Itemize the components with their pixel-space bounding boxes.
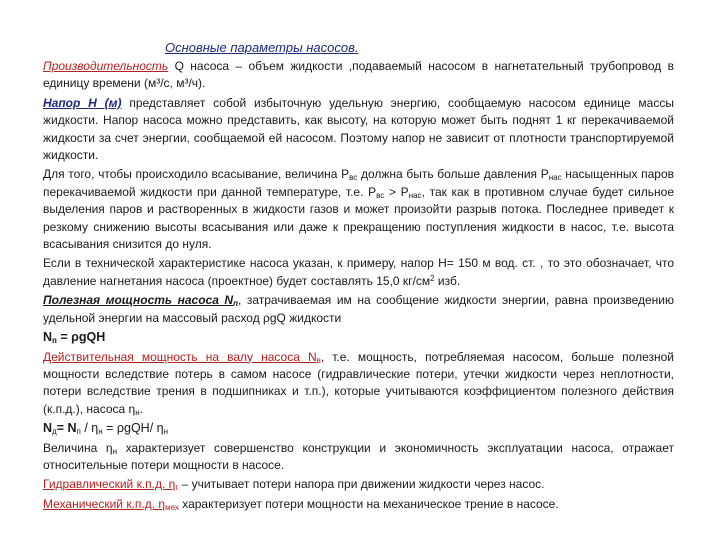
shaft-power-text: , т.е. мощность, потребляемая насосом, больше полезной мощности вследствие потерь в самом насосе (гидравлические потери, утечки жидкости через неплотности, потери вследствие трения в подшипниках и т.п.), которые учитываются коэффициентом полезного действия (к.п.д.), насоса η [43,349,674,416]
slide-title: Основные параметры насосов. [165,40,359,55]
term-head: Напор Н (м) [43,95,122,110]
slide-body [43,58,674,515]
term-mechanical-eff-sub: мех [165,502,179,512]
formula1-sub: п [52,336,57,346]
term-hydraulic-eff-sub: г [175,483,179,493]
suction-sub-2: нас [548,173,562,183]
term-mechanical-eff-label: Механический к.п.д. η [43,496,166,511]
paragraph-efficiency [43,440,674,475]
paragraph-suction [43,166,674,253]
formula2-sub4: н [163,427,169,437]
formula2-b: = N [56,421,77,436]
mechanical-eff-text: характеризует потери мощности на механическое трение в насосе. [178,496,559,511]
term-useful-power-label: Полезная мощность насоса N [43,293,234,308]
formula2-sub2: п [76,427,81,437]
term-hydraulic-eff [43,477,178,491]
paragraph-hydraulic-eff [43,476,674,493]
paragraph-example [43,255,674,290]
efficiency-sub: н [112,446,118,456]
shaft-power-sub: н [135,407,140,417]
suction-text-d: > Р [384,184,409,199]
formula2-a: N [43,421,53,436]
formula1-a: N [43,330,53,345]
formula2-c: / η [80,421,99,436]
suction-text-a: Для того, чтобы происходило всасывание, величина Р [43,167,350,182]
suction-sub-3: вс [376,190,385,200]
suction-text-b: должна быть больше давления Р [357,167,549,182]
suction-sub-1: вс [349,173,358,183]
formula2-sub3: н [98,427,103,437]
paragraph-useful-power [43,292,674,327]
formula-shaft-power [43,420,674,437]
paragraph-capacity [43,58,674,93]
term-capacity: Производительность [43,59,169,73]
formula2-sub1: д [52,427,57,437]
term-shaft-power-sub: в [316,355,321,365]
suction-sub-4: нас [408,190,422,200]
suction-text-c: насыщенных паров перекачиваемой жидкости при данной температуре, т.е. Р [43,167,675,199]
term-shaft-power-label: Действительная мощность на валу насоса N [43,349,317,364]
term-useful-power [43,293,238,307]
useful-power-text: , затрачиваемая им на сообщение жидкости энергии, равна произведению удельной энергии на массовый расход ρgQ жидкости [43,293,674,325]
example-text-b: изб. [434,273,461,288]
formula1-b: = ρgQH [56,330,106,345]
example-text-a: Если в технической характеристике насоса указан, к примеру, напор Н= 150 м вод. ст. , то это обозначает, что давление нагнетания насоса (проектное) будет составлять 15,0 кг/см [43,256,674,288]
head-text: представляет собой избыточную удельную энергию, сообщаемую насосом единице массы жидкости. Напор насоса можно представить, как высоту, на которую может быть поднят 1 кг перекачиваемой жидкости за счет энергии, сообщаемой ей насосом. Поэтому напор не зависит от плотности транспортируемой жидкости. [43,95,674,163]
paragraph-shaft-power [43,349,674,419]
term-hydraulic-eff-label: Гидравлический к.п.д. η [43,477,176,492]
capacity-text: Q насоса – объем жидкости ,подаваемый насосом в нагнетательный трубопровод в единицу времени (м³/с, м³/ч). [43,59,674,91]
hydraulic-eff-text: – учитывает потери напора при движении жидкости через насос. [178,477,545,492]
paragraph-mechanical-eff [43,496,674,513]
suction-text-e: , так как в противном случае будет сильное выделения паров и растворенных в жидкости газов и может произойти разрыв потока. Последнее приведет к резкому снижению высоты всасывания или даже к прекращению поступления жидкости в насос, т.е. высота всасывания снизится до нуля. [43,184,674,252]
formula-useful-power [43,329,674,346]
term-useful-power-sub: п [233,299,238,309]
term-mechanical-eff [43,497,179,511]
efficiency-text-b: характеризует совершенство конструкции и экономичность эксплуатации насоса, отражает относительные потери мощности в насосе. [43,440,674,472]
shaft-power-end: . [139,401,143,416]
paragraph-head [43,95,674,165]
efficiency-text-a: Величина η [43,440,113,455]
example-sup: 2 [430,273,435,283]
formula2-d: = ρgQH/ η [102,421,164,436]
term-shaft-power [43,350,321,364]
